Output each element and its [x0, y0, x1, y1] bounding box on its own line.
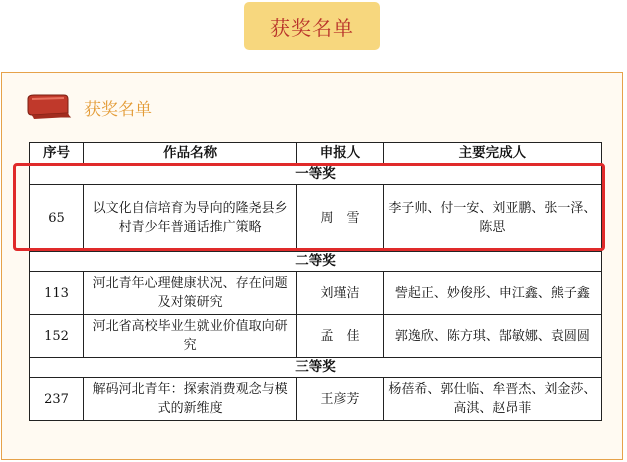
row-no: 152: [30, 315, 84, 358]
row-work: 解码河北青年：探索消费观念与模式的新维度: [84, 378, 297, 421]
grade-row-second: [30, 252, 602, 272]
grade-row-third: [30, 358, 602, 378]
table-row: [30, 272, 602, 315]
grade-label: 一等奖: [30, 165, 602, 185]
table-header-row: [30, 143, 602, 165]
table-row: [30, 185, 602, 252]
table-row: [30, 378, 602, 421]
row-members: 李子帅、付一安、刘亚鹏、张一泽、陈思: [383, 185, 601, 252]
row-reporter: 周 雪: [297, 185, 384, 252]
row-no: 65: [30, 185, 84, 252]
row-reporter: 王彦芳: [297, 378, 384, 421]
award-panel: [1, 72, 623, 460]
header-reporter: 申报人: [297, 143, 384, 165]
row-members: 郭逸欣、陈方琪、郜敏娜、袁圆圆: [383, 315, 601, 358]
row-reporter: 孟 佳: [297, 315, 384, 358]
tab-award-list[interactable]: [244, 2, 380, 50]
row-work: 河北青年心理健康状况、存在问题及对策研究: [84, 272, 297, 315]
panel-header: [26, 93, 152, 121]
grade-label: 三等奖: [30, 358, 602, 378]
panel-title: 获奖名单: [84, 99, 152, 120]
grade-label: 二等奖: [30, 252, 602, 272]
row-work: 以文化自信培育为导向的隆尧县乡村青少年普通话推广策略: [84, 185, 297, 252]
row-members: 杨蓓希、郭仕临、牟晋杰、刘金莎、高淇、赵昂菲: [383, 378, 601, 421]
grade-row-first: [30, 165, 602, 185]
row-reporter: 刘瑾洁: [297, 272, 384, 315]
row-no: 113: [30, 272, 84, 315]
award-table: [29, 142, 602, 421]
row-no: 237: [30, 378, 84, 421]
header-no: 序号: [30, 143, 84, 165]
row-members: 訾起正、妙俊彤、申江鑫、熊子鑫: [383, 272, 601, 315]
book-icon: [26, 93, 74, 121]
tab-label: 获奖名单: [270, 15, 354, 40]
table-row: [30, 315, 602, 358]
header-members: 主要完成人: [383, 143, 601, 165]
header-work: 作品名称: [84, 143, 297, 165]
row-work: 河北省高校毕业生就业价值取向研究: [84, 315, 297, 358]
